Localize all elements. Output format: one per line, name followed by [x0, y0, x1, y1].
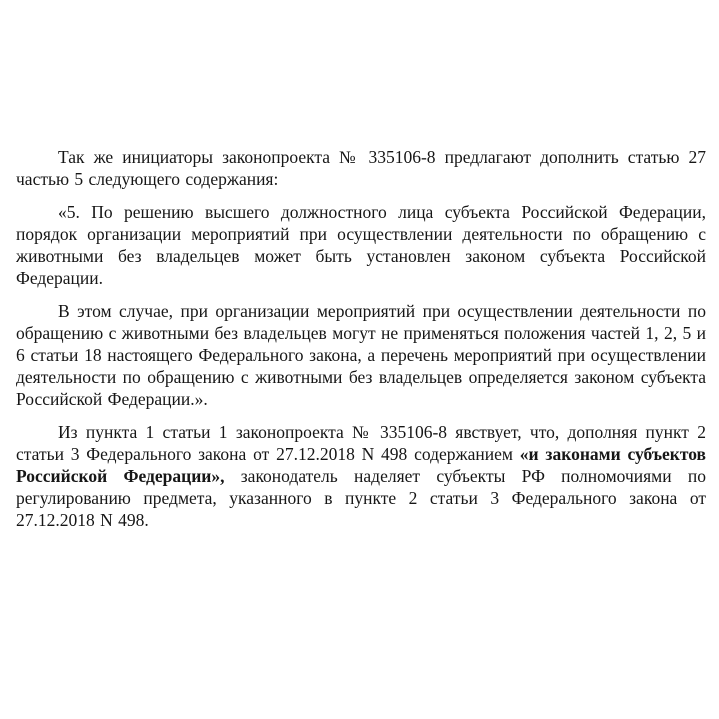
text-run: Из пункта 1 статьи 1 законопроекта № 335106-8 явствует, что, дополняя пункт 2 статьи 3 Федерального закона от 27.12.2018 N 498 содержанием	[16, 422, 706, 464]
paragraph	[16, 146, 706, 190]
text-run: Так же инициаторы законопроекта № 335106-8 предлагают дополнить статью 27 частью 5 следующего содержания:	[16, 147, 706, 189]
bold-text-run: «и законами субъектов Российской Федерации»,	[16, 444, 707, 486]
document-body	[16, 146, 706, 542]
paragraph	[16, 421, 706, 531]
text-run: «5. По решению высшего должностного лица субъекта Российской Федерации, порядок организации мероприятий при осуществлении деятельности по обращению с животными без владельцев может быть установлен законом субъекта Российской Федерации.	[16, 202, 706, 288]
text-run: В этом случае, при организации мероприятий при осуществлении деятельности по обращению с животными без владельцев могут не применяться положения частей 1, 2, 5 и 6 статьи 18 настоящего Федерального закона, а перечень мероприятий при осуществлении деятельности по обращению с животными без владельцев определяется законом субъекта Российской Федерации.».	[16, 301, 706, 409]
paragraph	[16, 201, 706, 289]
text-run: законодатель наделяет субъекты РФ полномочиями по регулированию предмета, указанного в пункте 2 статьи 3 Федерального закона от 27.12.2018 N 498.	[16, 466, 706, 530]
paragraph	[16, 300, 706, 410]
